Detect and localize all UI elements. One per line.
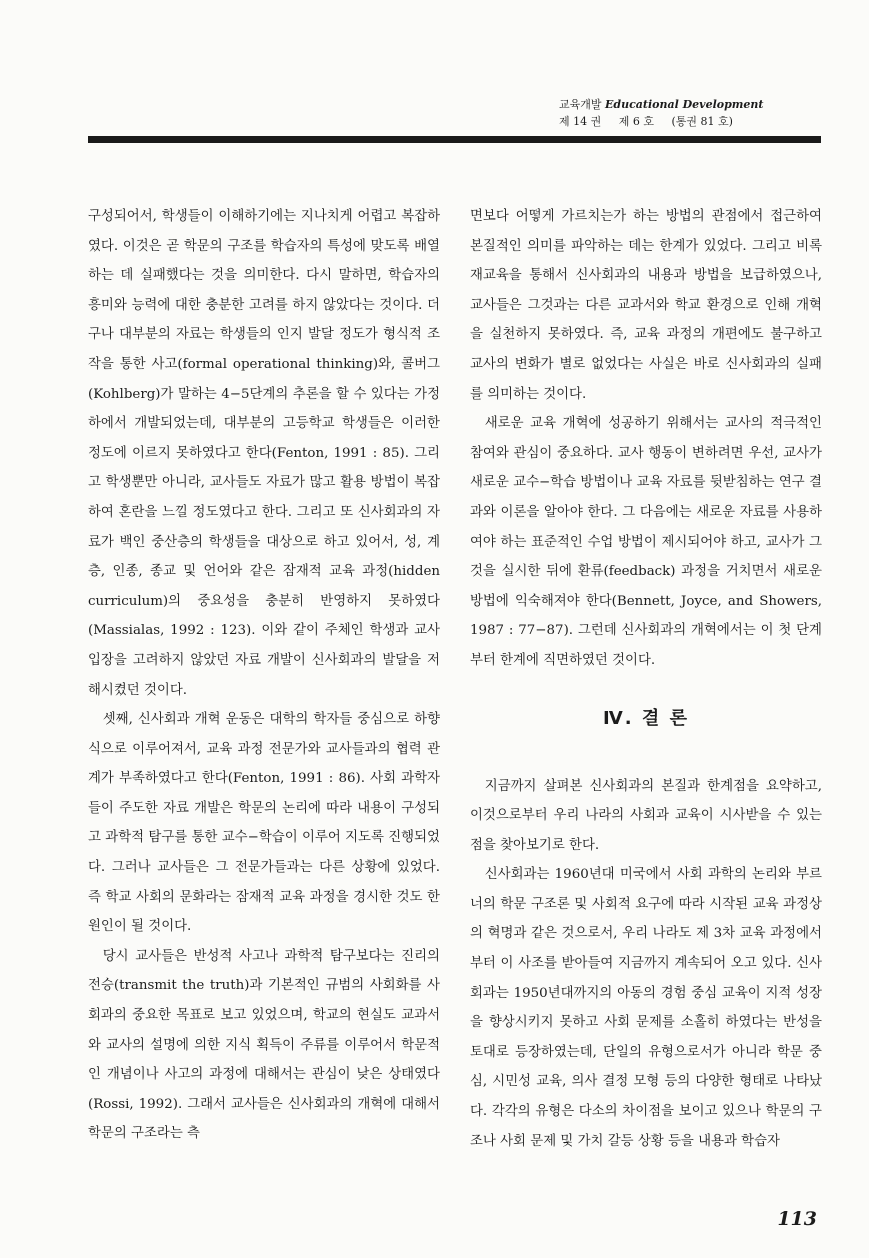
left-paragraph-3: 당시 교사들은 반성적 사고나 과학적 탐구보다는 진리의 전승(transmit the truth)과 기본적인 규범의 사회화를 사회과의 중요한 목표로 보고 있었으며, 학교의 현실도 교과서와 교사의 설명에 의한 지식 획득이 주류를 이루어서 학문적인 개념이나 사고의 과정에 대해서는 관심이 낮은 상태였다(Rossi, 1992). 그래서 교사들은 신사회과의 개혁에 대해서 학문의 구조라는 측 bbox=[88, 948, 440, 1142]
journal-title-en: Educational Development bbox=[605, 98, 764, 111]
left-column bbox=[88, 202, 440, 1149]
issue-info bbox=[559, 113, 819, 130]
total-issue: (통권 81 호) bbox=[671, 115, 733, 128]
right-column bbox=[470, 202, 822, 1156]
header-rule bbox=[88, 136, 821, 143]
journal-title bbox=[559, 96, 819, 113]
right-paragraph-4: 신사회과는 1960년대 미국에서 사회 과학의 논리와 부르너의 학문 구조론 및 사회적 요구에 따라 시작된 교육 과정상의 혁명과 같은 것으로서, 우리 나라도 제 3차 교육 과정에서부터 이 사조를 받아들여 지금까지 계속되어 오고 있다. 신사회과는 1950년대까지의 아동의 경험 중심 교육이 지적 성장을 향상시키지 못하고 사회 문제를 소홀히 하였다는 반성을 토대로 등장하였는데, 단일의 유형으로서가 아니라 학문 중심, 시민성 교육, 의사 결정 모형 등의 다양한 형태로 나타났다. 각각의 유형은 다소의 차이점을 보이고 있으나 학문의 구조나 사회 문제 및 가치 갈등 상황 등을 내용과 학습자 bbox=[470, 867, 822, 1149]
left-paragraph-1: 구성되어서, 학생들이 이해하기에는 지나치게 어렵고 복잡하였다. 이것은 곧 학문의 구조를 학습자의 특성에 맞도록 배열하는 데 실패했다는 것을 의미한다. 다시 말하면, 학습자의 흥미와 능력에 대한 충분한 고려를 하지 않았다는 것이다. 더구나 대부분의 자료는 학생들의 인지 발달 정도가 형식적 조작을 통한 사고(formal operational thinking)와, 콜버그(Kohlberg)가 말하는 4−5단계의 추론을 할 수 있다는 가정하에서 개발되었는데, 대부분의 고등학교 학생들은 이러한 정도에 이르지 못하였다고 한다(Fenton, 1991 : 85). 그리고 학생뿐만 아니라, 교사들도 자료가 많고 활용 방법이 복잡하여 혼란을 느낄 정도였다고 한다. 그리고 또 신사회과의 자료가 백인 중산층의 학생들을 대상으로 하고 있어서, 성, 계층, 인종, 종교 및 언어와 같은 잠재적 교육 과정(hidden curriculum)의 중요성을 충분히 반영하지 못하였다(Massialas, 1992 : 123). 이와 같이 주체인 학생과 교사 입장을 고려하지 않았던 자료 개발이 신사회과의 발달을 저해시켰던 것이다. bbox=[88, 209, 440, 698]
right-paragraph-3: 지금까지 살펴본 신사회과의 본질과 한계점을 요약하고, 이것으로부터 우리 나라의 사회과 교육이 시사받을 수 있는 점을 찾아보기로 한다. bbox=[470, 778, 822, 853]
running-header bbox=[559, 96, 819, 130]
page-number: 113 bbox=[777, 1208, 817, 1230]
journal-title-ko: 교육개발 bbox=[559, 98, 602, 111]
left-paragraph-2: 셋째, 신사회과 개혁 운동은 대학의 학자들 중심으로 하향식으로 이루어져서, 교육 과정 전문가와 교사들과의 협력 관계가 부족하였다고 한다(Fenton, 1991 : 86). 사회 과학자들이 주도한 자료 개발은 학문의 논리에 따라 내용이 구성되고 과학적 탐구를 통한 교수−학습이 이루어 지도록 진행되었다. 그러나 교사들은 그 전문가들과는 다른 상황에 있었다. 즉 학교 사회의 문화라는 잠재적 교육 과정을 경시한 것도 한 원인이 될 것이다. bbox=[88, 712, 440, 935]
right-paragraph-1: 면보다 어떻게 가르치는가 하는 방법의 관점에서 접근하여 본질적인 의미를 파악하는 데는 한계가 있었다. 그리고 비록 재교육을 통해서 신사회과의 내용과 방법을 보급하였으나, 교사들은 그것과는 다른 교과서와 학교 환경으로 인해 개혁을 실천하지 못하였다. 즉, 교육 과정의 개편에도 불구하고 교사의 변화가 별로 없었다는 사실은 바로 신사회과의 실패를 의미하는 것이다. bbox=[470, 209, 822, 402]
issue-number: 제 6 호 bbox=[618, 115, 654, 128]
right-paragraph-2: 새로운 교육 개혁에 성공하기 위해서는 교사의 적극적인 참여와 관심이 중요하다. 교사 행동이 변하려면 우선, 교사가 새로운 교수−학습 방법이나 교육 자료를 뒷받침하는 연구 결과와 이론을 알아야 한다. 그 다음에는 새로운 자료를 사용하여야 하는 표준적인 수업 방법이 제시되어야 하고, 교사가 그것을 실시한 뒤에 환류(feedback) 과정을 거치면서 새로운 방법에 익숙해져야 한다(Bennett, Joyce, and Showers, 1987 : 77−87). 그런데 신사회과의 개혁에서는 이 첫 단계부터 한계에 직면하였던 것이다. bbox=[470, 416, 822, 668]
section-heading-conclusion: Ⅳ. 결 론 bbox=[603, 707, 689, 729]
volume: 제 14 권 bbox=[559, 115, 602, 128]
